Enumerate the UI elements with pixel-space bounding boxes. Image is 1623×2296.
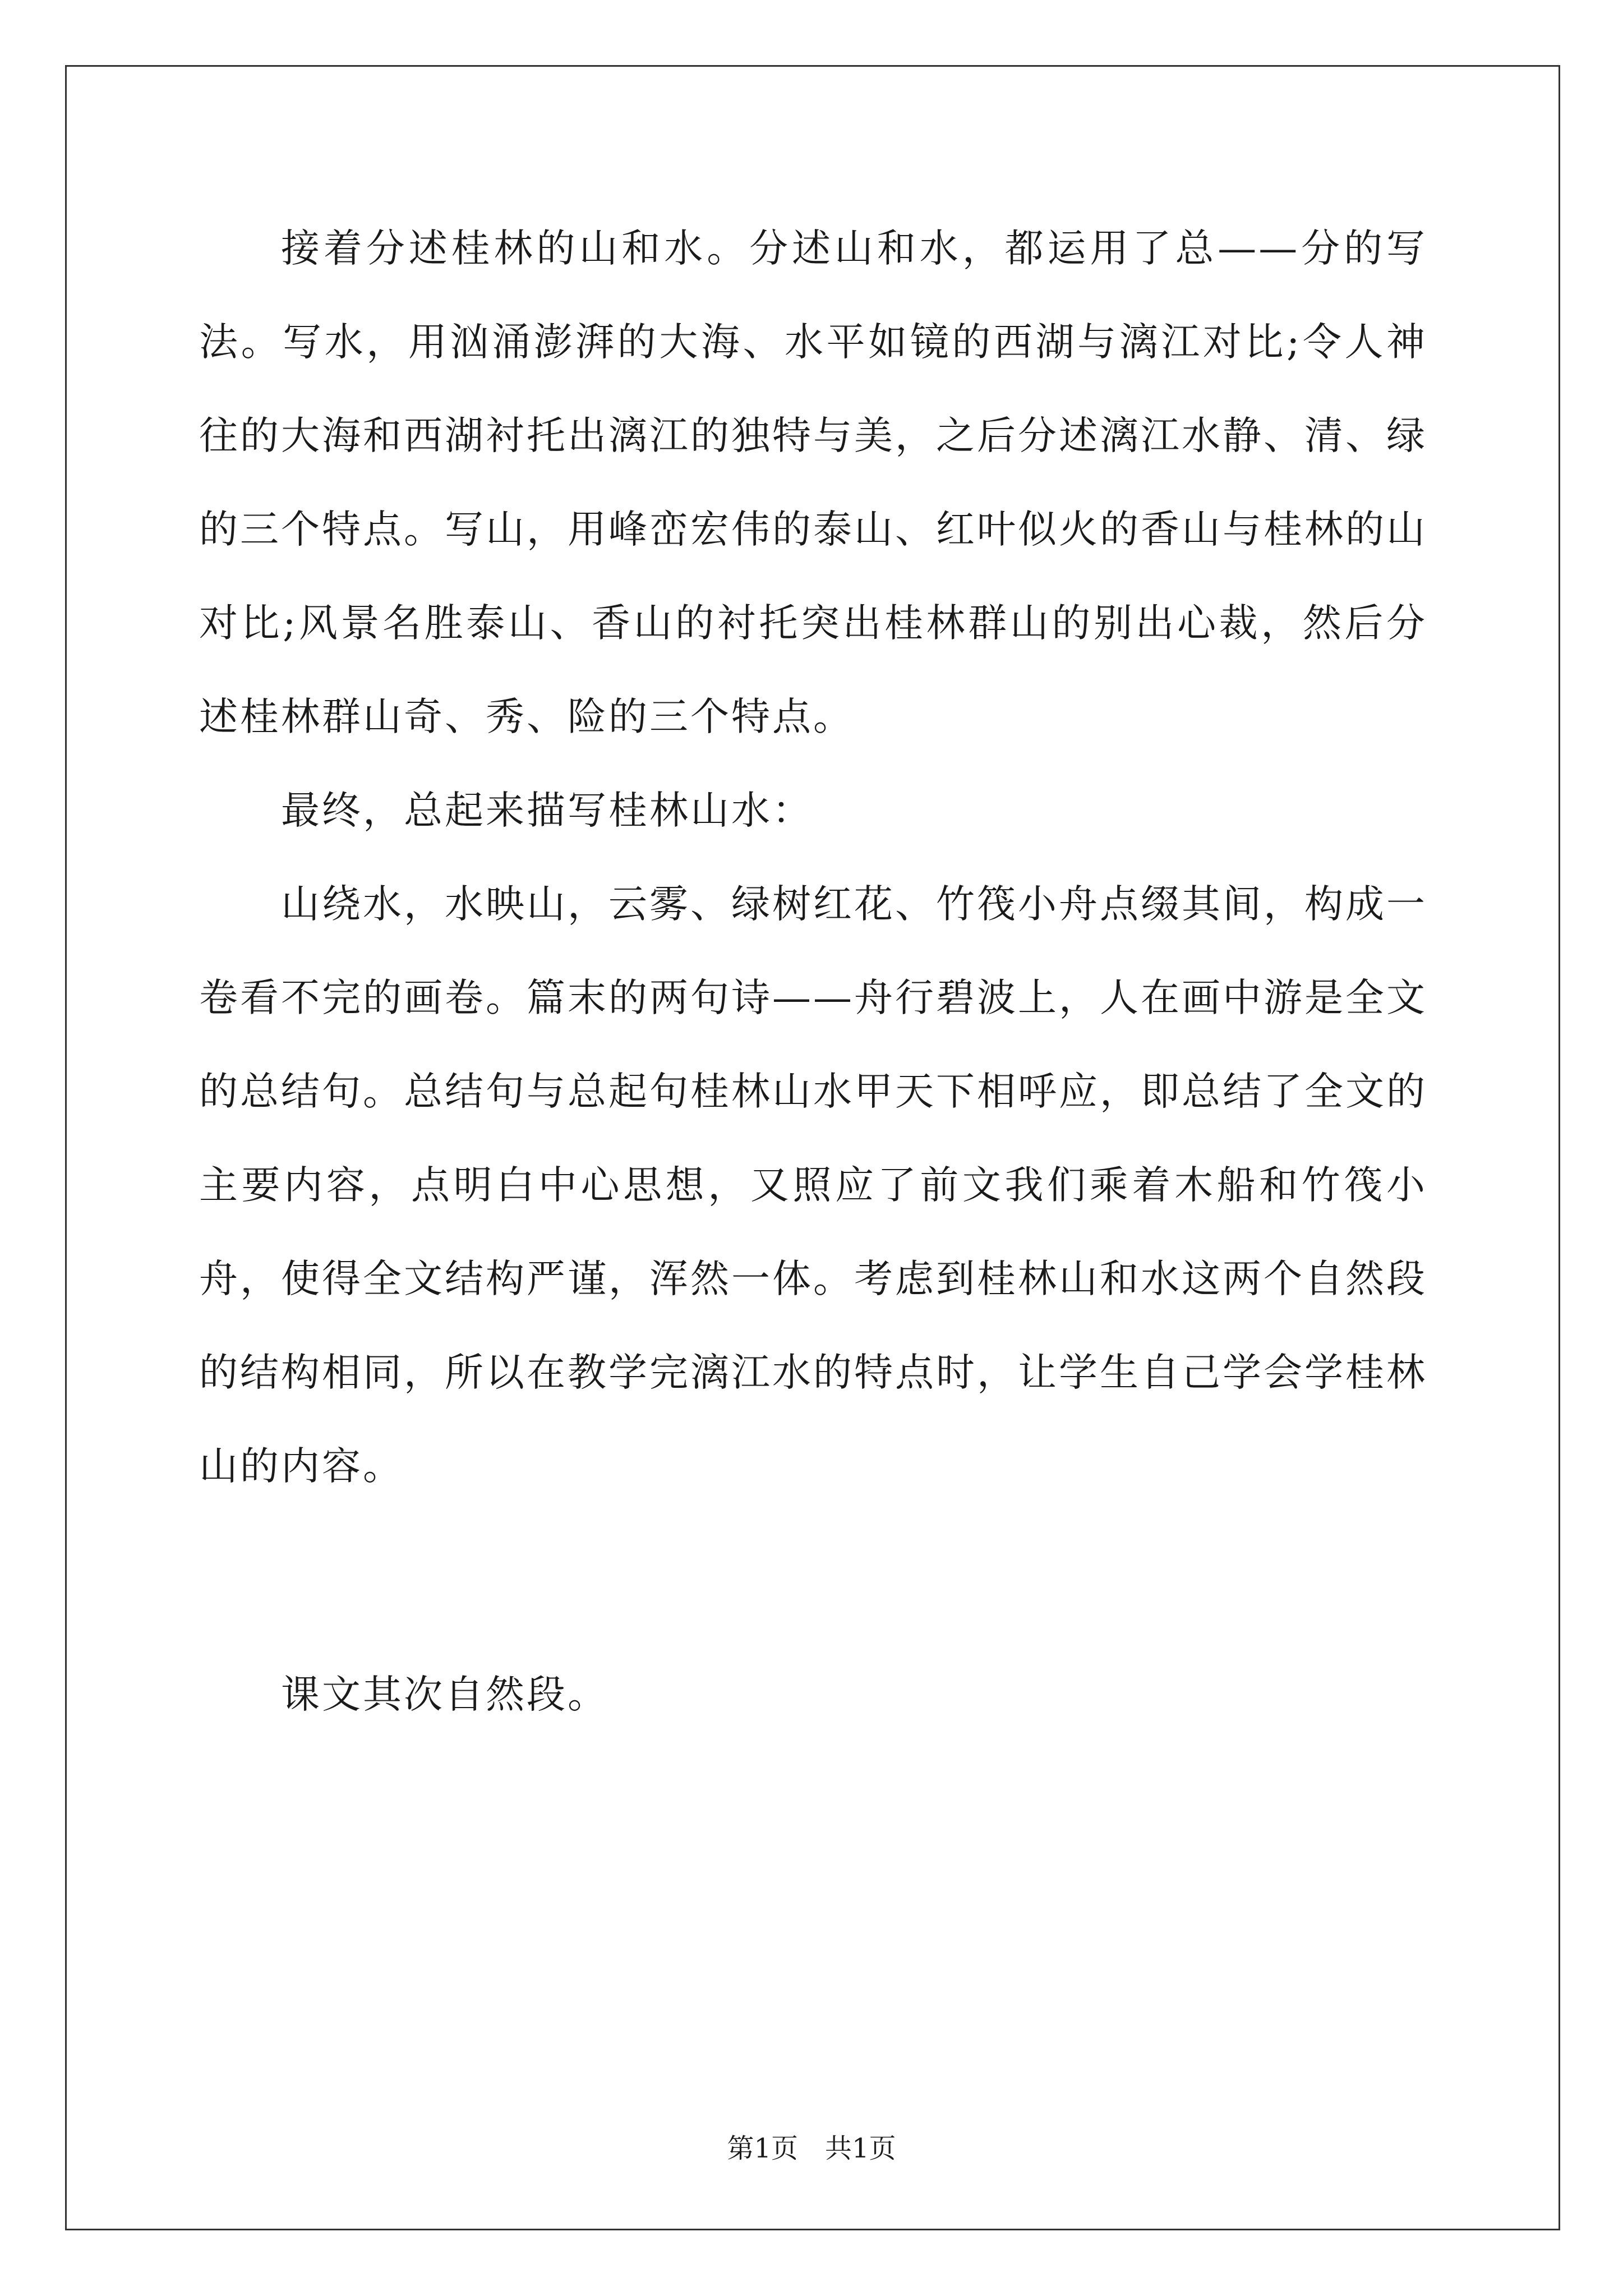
paragraph-2: 最终，总起来描写桂林山水： — [281, 788, 813, 833]
page-footer: 第1页 共1页 — [727, 2133, 896, 2164]
document-body — [199, 202, 1427, 1742]
paragraph-1: 接着分述桂林的山和水。分述山和水，都运用了总——分的写法。写水，用汹涌澎湃的大海、水平如镜的西湖与漓江对比;令人神往的大海和西湖衬托出漓江的独特与美，之后分述漓江水静、清、绿的三个特点。写山，用峰峦宏伟的泰山、红叶似火的香山与桂林的山对比;风景名胜泰山、香山的衬托突出桂林群山的别出心裁，然后分述桂林群山奇、秀、险的三个特点。 — [199, 226, 1427, 739]
paragraph-3: 山绕水，水映山，云雾、绿树红花、竹筏小舟点缀其间，构成一卷看不完的画卷。篇末的两句诗——舟行碧波上，人在画中游是全文的总结句。总结句与总起句桂林山水甲天下相呼应，即总结了全文的主要内容，点明白中心思想，又照应了前文我们乘着木船和竹筏小舟，使得全文结构严谨，浑然一体。考虑到桂林山和水这两个自然段的结构相同，所以在教学完漓江水的特点时，让学生自己学会学桂林山的内容。 — [199, 882, 1427, 1489]
paragraph-4: 课文其次自然段。 — [281, 1672, 608, 1717]
